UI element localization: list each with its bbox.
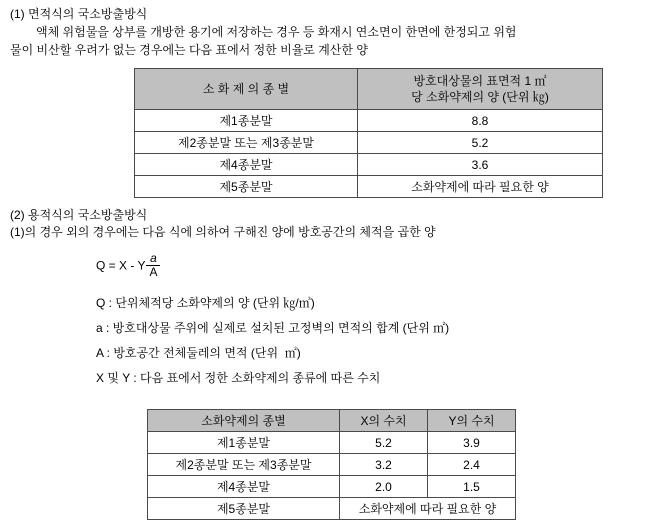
definition-list — [96, 291, 642, 391]
extinguisher-xy-table — [147, 409, 516, 520]
table-2-cell-x: 소화약제에 따라 필요한 양 — [340, 498, 516, 520]
table-2-cell-x: 2.0 — [340, 476, 428, 498]
table-row — [135, 110, 603, 132]
formula-lhs: Q = X - Y — [96, 258, 146, 273]
table-2-cell-type: 제4종분말 — [148, 476, 340, 498]
table-1-cell-type: 제2종분말 또는 제3종분말 — [135, 132, 358, 154]
table-2-cell-type: 제5종분말 — [148, 498, 340, 520]
table-2-cell-type: 제2종분말 또는 제3종분말 — [148, 454, 340, 476]
formula-fraction — [146, 252, 160, 279]
table-2-wrapper — [147, 409, 642, 520]
table-row — [135, 132, 603, 154]
table-row — [135, 154, 603, 176]
table-2-header-type: 소화약제의 종별 — [148, 410, 340, 432]
table-header-row — [135, 69, 603, 110]
formula-block — [96, 253, 642, 287]
table-1-header-amount — [358, 69, 603, 110]
table-2-header-x: X의 수치 — [340, 410, 428, 432]
definition-item: a : 방호대상물 주위에 실제로 설치된 고정벽의 면적의 합계 (단위 ㎡) — [96, 321, 450, 335]
table-row — [135, 176, 603, 198]
table-2-cell-type: 제1종분말 — [148, 432, 340, 454]
table-1-cell-type: 제5종분말 — [135, 176, 358, 198]
definition-item: A : 방호공간 전체둘레의 면적 (단위 ㎡) — [96, 346, 301, 360]
section-2-heading: (2) 용적식의 국소방출방식 — [10, 208, 148, 222]
definition-item: Q : 단위체적당 소화약제의 양 (단위 ㎏/㎥) — [96, 296, 315, 310]
formula-fraction-numerator: a — [150, 251, 157, 265]
table-row — [148, 432, 516, 454]
section-1-body-line-1: 액체 위험물을 상부를 개방한 용기에 저장하는 경우 등 화재시 연소면이 한면에 한정되고 위험 — [36, 25, 517, 39]
section-2-body-line-1: (1)의 경우 외의 경우에는 다음 식에 의하여 구해진 양에 방호공간의 체적을 곱한 양 — [10, 225, 436, 239]
table-row — [148, 454, 516, 476]
section-1-body-line-2: 물이 비산할 우려가 없는 경우에는 다음 표에서 정한 비율로 계산한 양 — [10, 43, 368, 57]
table-row — [148, 476, 516, 498]
table-2-cell-y: 3.9 — [428, 432, 516, 454]
table-2-cell-y: 2.4 — [428, 454, 516, 476]
table-1-cell-type: 제4종분말 — [135, 154, 358, 176]
formula-fraction-denominator: A — [146, 265, 160, 279]
table-1-cell-value: 3.6 — [358, 154, 603, 176]
table-1-cell-value: 소화약제에 따라 필요한 양 — [358, 176, 603, 198]
table-1-wrapper — [134, 68, 642, 198]
table-2-header-y: Y의 수치 — [428, 410, 516, 432]
table-1-cell-type: 제1종분말 — [135, 110, 358, 132]
table-1-cell-value: 8.8 — [358, 110, 603, 132]
extinguisher-area-table — [134, 68, 603, 198]
table-header-row — [148, 410, 516, 432]
table-1-cell-value: 5.2 — [358, 132, 603, 154]
table-row — [148, 498, 516, 520]
table-1-header-amount-line-2: 당 소화약제의 양 (단위 ㎏) — [411, 90, 549, 104]
table-1-header-amount-line-1: 방호대상물의 표면적 1 ㎡ — [413, 74, 547, 88]
table-2-cell-x: 5.2 — [340, 432, 428, 454]
section-1-heading: (1) 면적식의 국소방출방식 — [10, 7, 148, 21]
table-2-cell-y: 1.5 — [428, 476, 516, 498]
definition-item: X 및 Y : 다음 표에서 정한 소화약제의 종류에 따른 수치 — [96, 371, 381, 385]
table-1-header-type: 소 화 제 의 종 별 — [135, 69, 358, 110]
table-2-cell-x: 3.2 — [340, 454, 428, 476]
